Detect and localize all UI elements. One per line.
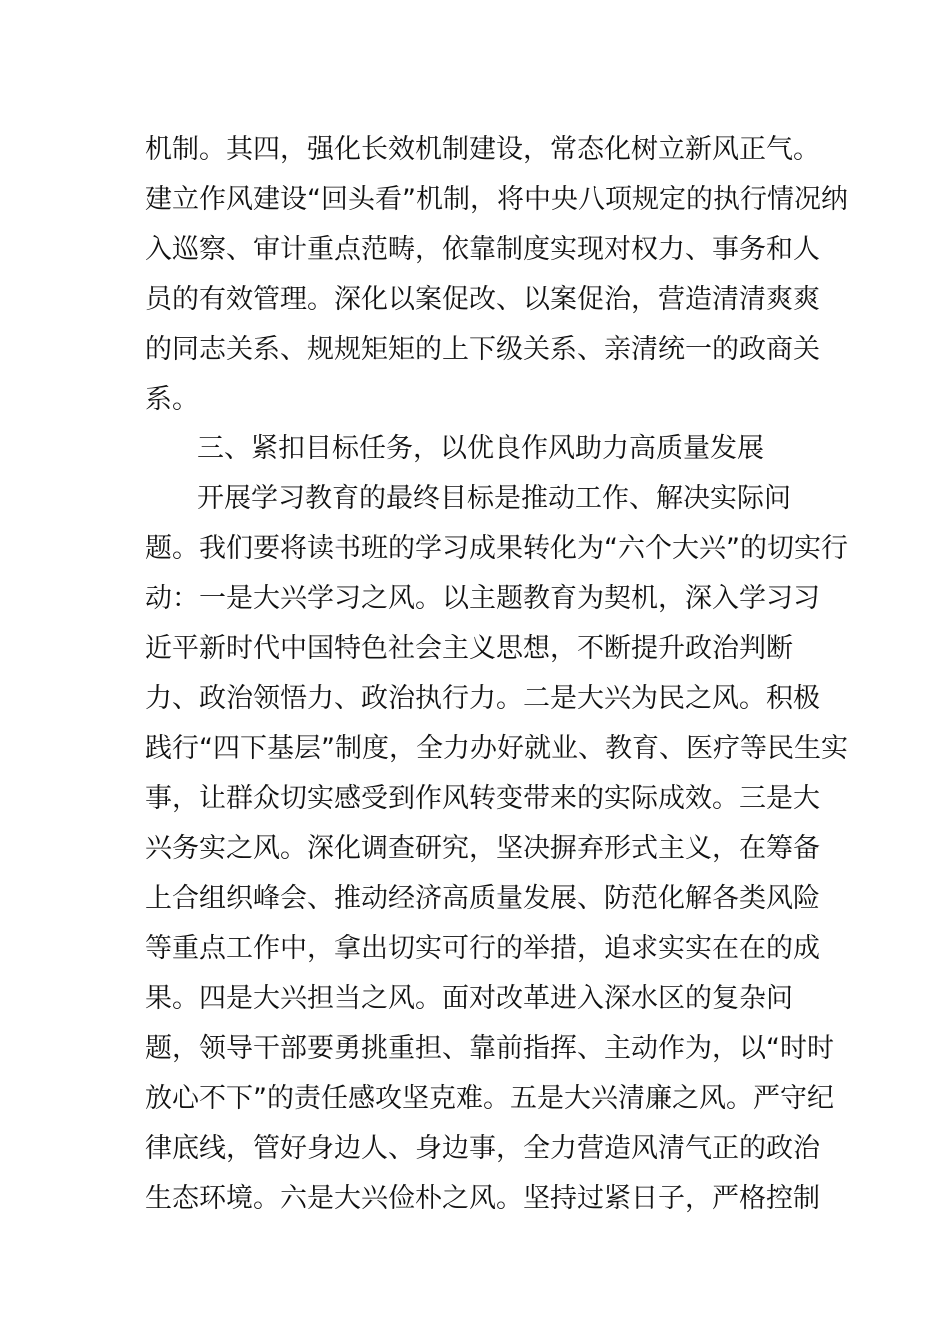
text-line: 入巡察、审计重点范畴，依靠制度实现对权力、事务和人 bbox=[145, 234, 820, 265]
text-line: 践行“四下基层”制度，全力办好就业、教育、医疗等民生实 bbox=[145, 733, 848, 764]
text-line: 兴务实之风。深化调查研究，坚决摒弃形式主义，在筹备 bbox=[145, 833, 820, 864]
text-line: 律底线，管好身边人、身边事，全力营造风清气正的政治 bbox=[145, 1133, 820, 1164]
text-line: 动：一是大兴学习之风。以主题教育为契机，深入学习习 bbox=[145, 583, 820, 614]
text-line: 生态环境。六是大兴俭朴之风。坚持过紧日子，严格控制 bbox=[145, 1183, 820, 1214]
text-line: 建立作风建设“回头看”机制，将中央八项规定的执行情况纳 bbox=[145, 184, 848, 215]
text-line: 员的有效管理。深化以案促改、以案促治，营造清清爽爽 bbox=[145, 284, 820, 315]
text-line: 系。 bbox=[145, 384, 199, 415]
text-line: 题，领导干部要勇挑重担、靠前指挥、主动作为，以“时时 bbox=[145, 1033, 834, 1064]
text-line: 题。我们要将读书班的学习成果转化为“六个大兴”的切实行 bbox=[145, 533, 848, 564]
section-heading: 三、紧扣目标任务，以优良作风助力高质量发展 bbox=[197, 433, 764, 464]
text-line: 近平新时代中国特色社会主义思想，不断提升政治判断 bbox=[145, 633, 793, 664]
paragraph-first-line: 开展学习教育的最终目标是推动工作、解决实际问 bbox=[197, 483, 791, 514]
text-line: 上合组织峰会、推动经济高质量发展、防范化解各类风险 bbox=[145, 883, 820, 914]
text-line: 力、政治领悟力、政治执行力。二是大兴为民之风。积极 bbox=[145, 683, 820, 714]
text-line: 机制。其四，强化长效机制建设，常态化树立新风正气。 bbox=[145, 134, 820, 165]
text-line: 放心不下”的责任感攻坚克难。五是大兴清廉之风。严守纪 bbox=[145, 1083, 834, 1114]
text-line: 等重点工作中，拿出切实可行的举措，追求实实在在的成 bbox=[145, 933, 820, 964]
text-line: 事，让群众切实感受到作风转变带来的实际成效。三是大 bbox=[145, 783, 820, 814]
text-line: 的同志关系、规规矩矩的上下级关系、亲清统一的政商关 bbox=[145, 334, 820, 365]
text-line: 果。四是大兴担当之风。面对改革进入深水区的复杂问 bbox=[145, 983, 793, 1014]
